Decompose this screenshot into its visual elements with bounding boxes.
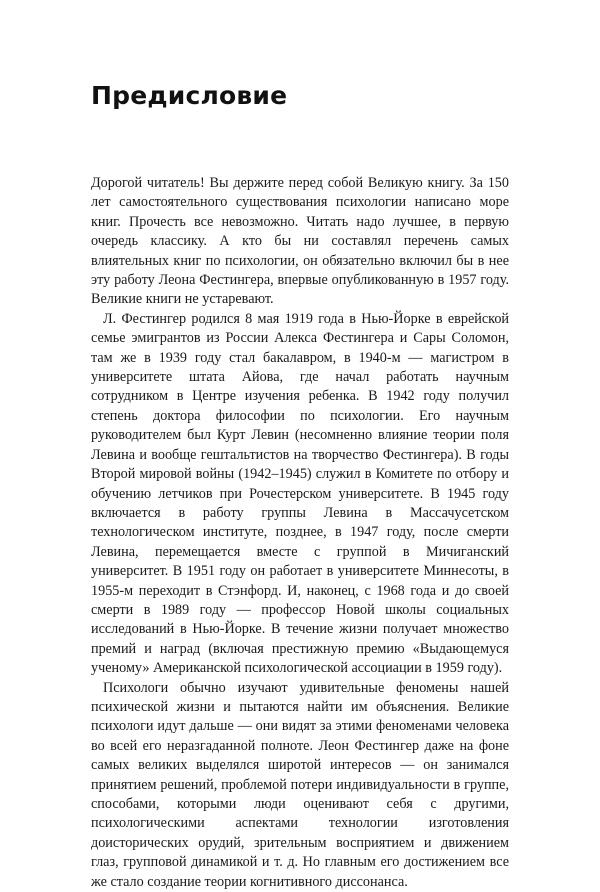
chapter-title: Предисловие — [91, 81, 288, 110]
paragraph-1: Дорогой читатель! Вы держите перед собой Великую книгу. За 150 лет самостоятельного существования психологии написано море книг. Прочесть все невозможно. Читать надо лучшее, в первую очередь классику. А кто бы ни составлял перечень самых влиятельных книг по психологии, он обязательно включил бы в нее эту работу Леона Фестингера, впервые опубликованную в 1957 году. Великие книги не устаревают. — [91, 175, 509, 308]
paragraph-3: Психологи обычно изучают удивительные феномены нашей психической жизни и пытаются найти им объяснения. Великие психологи идут дальше — они видят за этими феноменами человека во всей его неразгаданной полноте. Леон Фестингер даже на фоне самых великих выделялся широтой интересов — он занимался принятием решений, проблемой потери индивидуальности в группе, способами, которыми люди оценивают себя с другими, психологическими аспектами технологии изготовления доисторических орудий, зрительным восприятием и движением глаз, групповой динамикой и т. д. Но главным его достижением все же стало создание теории когнитивного диссонанса. — [91, 679, 509, 890]
paragraph-2: Л. Фестингер родился 8 мая 1919 года в Нью-Йорке в еврейской семье эмигрантов из России Алекса Фестингера и Сары Соломон, там же в 1939 году стал бакалавром, в 1940-м — магистром в университете штата Айова, где начал работать научным сотрудником в Центре изучения ребенка. В 1942 году получил степень доктора философии по психологии. Его научным руководителем был Курт Левин (несомненно влияние теории поля Левина и вообще гештальтистов на творчество Фестингера). В годы Второй мировой войны (1942–1945) служил в Комитете по отбору и обучению летчиков при Рочестерском университете. В 1945 году включается в работу группы Левина в Массачусетском технологическом институте, позднее, в 1947 году, после смерти Левина, перемещается вместе с группой в Мичиганский университет. В 1951 году он работает в университете Миннесоты, в 1955-м переходит в Стэнфорд. И, наконец, с 1968 года и до своей смерти в 1989 году — профессор Новой школы социальных исследований в Нью-Йорке. В течение жизни получает множество премий и наград (включая престижную премию «Выдающемуся ученому» Американской психологической ассоциации в 1959 году). — [91, 310, 509, 677]
preface-body — [91, 174, 509, 892]
